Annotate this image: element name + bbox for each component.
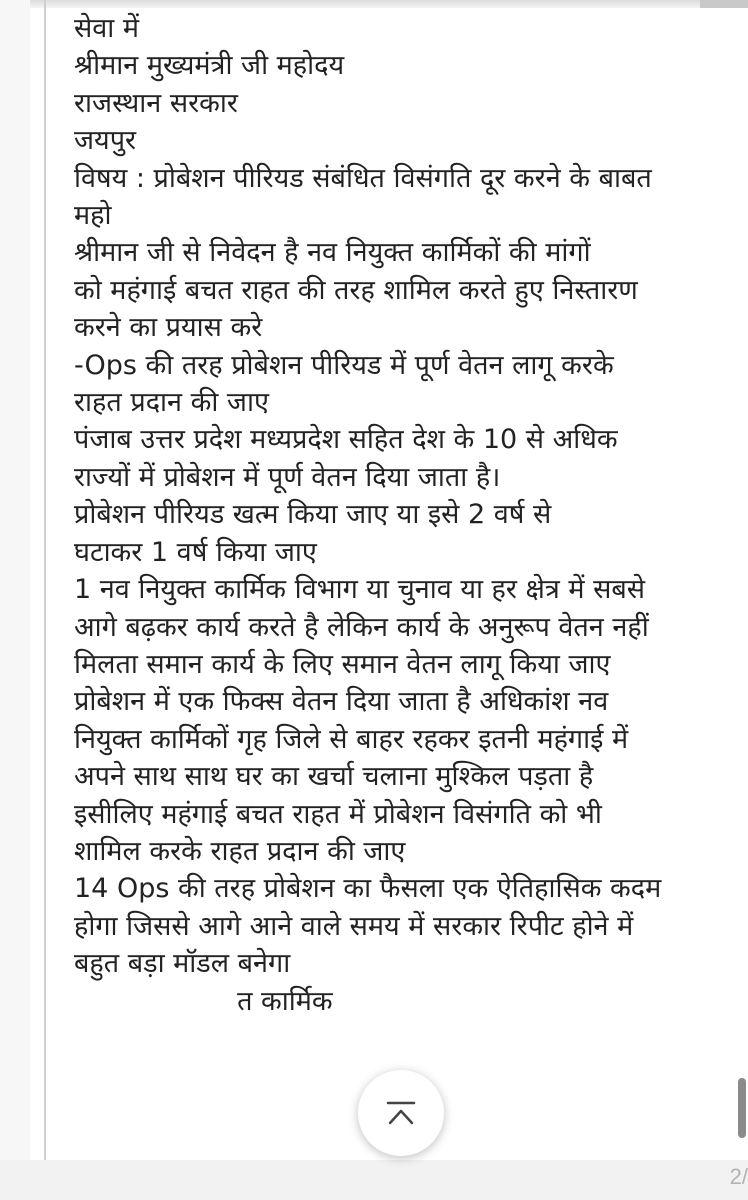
letter-line: इसीलिए महंगाई बचत राहत में प्रोबेशन विसंगति को भी	[74, 798, 602, 830]
letter-line: राहत प्रदान की जाए	[74, 387, 269, 419]
letter-line: विषय : प्रोबेशन पीरियड संबंधित विसंगति दूर करने के बाबत	[74, 162, 652, 194]
letter-line: शामिल करके राहत प्रदान की जाए	[74, 835, 406, 867]
letter-line: आगे बढ़कर कार्य करते है लेकिन कार्य के अनुरूप वेतन नहीं	[74, 611, 649, 643]
letter-line: जयपुर	[74, 125, 137, 157]
letter-line: महो	[74, 200, 112, 232]
letter-line: त कार्मिक	[74, 985, 333, 1017]
letter-line: प्रोबेशन पीरियड खत्म किया जाए या इसे 2 वर्ष से	[74, 499, 552, 531]
letter-line: नियुक्त कार्मिकों गृह जिले से बाहर रहकर इतनी महंगाई में	[74, 723, 629, 755]
letter-body	[74, 10, 714, 1020]
chevron-up-icon	[384, 1096, 418, 1130]
letter-line: मिलता समान कार्य के लिए समान वेतन लागू किया जाए	[74, 648, 611, 680]
letter-line: 14 Ops की तरह प्रोबेशन का फैसला एक ऐतिहासिक कदम	[74, 873, 662, 905]
letter-line: 1 नव नियुक्त कार्मिक विभाग या चुनाव या हर क्षेत्र में सबसे	[74, 574, 646, 606]
left-rule	[44, 0, 46, 1200]
letter-line: राजस्थान सरकार	[74, 87, 238, 119]
letter-line: को महंगाई बचत राहत की तरह शामिल करते हुए निस्तारण	[74, 274, 638, 306]
letter-line: पंजाब उत्तर प्रदेश मध्यप्रदेश सहित देश के 10 से अधिक	[74, 424, 618, 456]
top-edge	[0, 0, 748, 8]
scroll-to-top-button[interactable]	[358, 1070, 444, 1156]
letter-line: करने का प्रयास करे	[74, 312, 263, 344]
letter-line: -Ops की तरह प्रोबेशन पीरियड में पूर्ण वेतन लागू करके	[74, 349, 614, 381]
letter-line: प्रोबेशन में एक फिक्स वेतन दिया जाता है अधिकांश नव	[74, 686, 609, 718]
letter-line: बहुत बड़ा मॉडल बनेगा	[74, 948, 291, 980]
top-edge-right	[700, 0, 748, 8]
letter-line: अपने साथ साथ घर का खर्चा चलाना मुश्किल पड़ता है	[74, 761, 594, 793]
letter-line: श्रीमान जी से निवेदन है नव नियुक्त कार्मिकों की मांगों	[74, 237, 591, 269]
page-indicator: 2/	[729, 1164, 748, 1189]
scrollbar-thumb[interactable]	[738, 1078, 746, 1138]
left-margin	[0, 0, 30, 1200]
letter-line: सेवा में	[74, 13, 139, 44]
letter-line: घटाकर 1 वर्ष किया जाए	[74, 536, 317, 568]
letter-line: श्रीमान मुख्यमंत्री जी महोदय	[74, 50, 345, 82]
letter-line: राज्यों में प्रोबेशन में पूर्ण वेतन दिया जाता है।	[74, 461, 501, 493]
letter-line: होगा जिससे आगे आने वाले समय में सरकार रिपीट होने में	[74, 910, 634, 942]
bottom-band	[0, 1160, 748, 1200]
